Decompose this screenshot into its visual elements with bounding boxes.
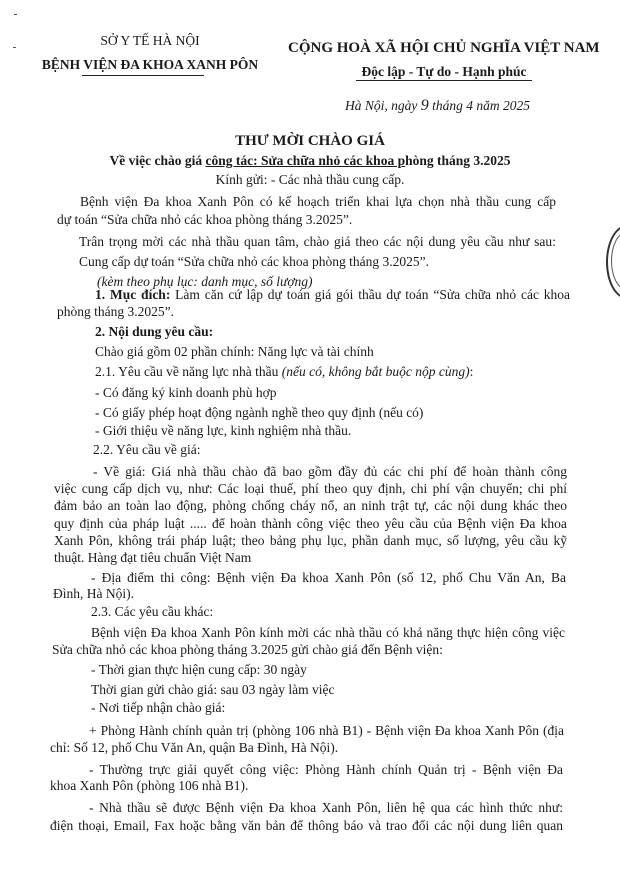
- org-name: BỆNH VIỆN ĐA KHOA XANH PÔN: [41, 57, 259, 72]
- org-underline: [82, 75, 204, 76]
- motto-underline: [356, 80, 532, 81]
- motto: Độc lập - Tự do - Hạnh phúc: [361, 64, 527, 79]
- subject-line: Về việc chào giá công tác: Sửa chữa nhỏ các khoa phòng tháng 3.2025: [109, 153, 511, 168]
- list-item: - Giới thiệu về năng lực, kinh nghiệm nhà thầu.: [95, 423, 352, 438]
- recipient: Kính gửi: - Các nhà thầu cung cấp.: [215, 172, 405, 187]
- date-line: Hà Nội, ngày 9 tháng 4 năm 2025: [345, 97, 530, 114]
- price-line: đảm bảo an toàn lao động, phòng chống cháy nổ, an ninh trật tự, các nội dung khác theo: [54, 498, 568, 513]
- scan-speck: [14, 14, 17, 15]
- list-item: - Có đăng ký kinh doanh phù hợp: [95, 385, 277, 400]
- other-line: Bệnh viện Đa khoa Xanh Pôn kính mời các nhà thầu có khả năng thực hiện công việc: [91, 625, 565, 640]
- other-line: điện thoại, Email, Fax hoặc bằng văn bản để thông báo và trao đổi các nội dung liên quan: [50, 818, 563, 833]
- location-line: - Địa điểm thi công: Bệnh viện Đa khoa Xanh Pôn (số 12, phố Chu Văn An, Ba: [91, 570, 566, 585]
- other-line: - Thường trực giải quyết công việc: Phòng Hành chính Quản trị - Bệnh viện Đa: [89, 762, 564, 777]
- intro-line: Cung cấp dự toán “Sửa chữa nhỏ các khoa phòng tháng 3.2025”.: [79, 254, 429, 269]
- subsection-2-1: 2.1. Yêu cầu về năng lực nhà thầu (nếu có, không bắt buộc nộp cùng):: [95, 364, 474, 379]
- price-line: việc cung cấp dịch vụ, như: Các loại thuế, phí theo quy định, chi phí vận chuyển; chi phí: [54, 481, 567, 496]
- location-line: Đình, Hà Nội).: [53, 586, 134, 601]
- document-title: THƯ MỜI CHÀO GIÁ: [235, 133, 385, 149]
- subsection-2-3: 2.3. Các yêu cầu khác:: [91, 604, 214, 619]
- purpose-line: 1. Mục đích: Làm căn cứ lập dự toán giá gói thầu dự toán “Sửa chữa nhỏ các khoa: [95, 287, 571, 302]
- intro-line: Trân trọng mời các nhà thầu quan tâm, chào giá theo các nội dung yêu cầu như sau:: [79, 234, 556, 249]
- intro-line: dự toán “Sửa chữa nhỏ các khoa phòng tháng 3.2025”.: [57, 212, 353, 227]
- scan-speck: [13, 47, 16, 48]
- price-line: thuật. Hàng đạt tiêu chuẩn Việt Nam: [54, 550, 252, 565]
- other-line: khoa Xanh Pôn (phòng 106 nhà B1).: [50, 778, 249, 793]
- other-line: Sửa chữa nhỏ các khoa phòng tháng 3.2025 gửi chào giá đến Bệnh viện:: [52, 642, 443, 657]
- list-item: - Có giấy phép hoạt động ngành nghề theo quy định (nếu có): [95, 405, 424, 420]
- other-line: - Nơi tiếp nhận chào giá:: [91, 700, 226, 715]
- org-parent: SỞ Y TẾ HÀ NỘI: [100, 33, 200, 48]
- other-line: Thời gian gửi chào giá: sau 03 ngày làm việc: [91, 682, 335, 697]
- handwritten-day: 9: [420, 97, 429, 114]
- nation-title: CỘNG HOÀ XÃ HỘI CHỦ NGHĨA VIỆT NAM: [288, 40, 600, 56]
- price-line: - Về giá: Giá nhà thầu chào đã bao gồm đầy đủ các chi phí để hoàn thành công: [93, 464, 568, 479]
- other-line: chỉ: Số 12, phố Chu Văn An, quận Ba Đình, Hà Nội).: [50, 740, 339, 755]
- purpose-line: phòng tháng 3.2025”.: [57, 304, 174, 319]
- other-line: - Nhà thầu sẽ được Bệnh viện Đa khoa Xanh Pôn, liên hệ qua các hình thức như:: [89, 800, 563, 815]
- section-heading: 2. Nội dung yêu cầu:: [95, 324, 214, 339]
- intro-line: Bệnh viện Đa khoa Xanh Pôn có kế hoạch triển khai lựa chọn nhà thầu cung cấp: [80, 194, 556, 209]
- appendix-note: (kèm theo phụ lục: danh mục, số lượng): [97, 274, 313, 289]
- other-line: - Thời gian thực hiện cung cấp: 30 ngày: [91, 662, 307, 677]
- body-line: Chào giá gồm 02 phần chính: Năng lực và tài chính: [95, 344, 374, 359]
- subsection-2-2: 2.2. Yêu cầu về giá:: [93, 442, 201, 457]
- price-line: quy định của pháp luật ..... để hoàn thành công việc theo yêu cầu của Bệnh viện Đa khoa: [54, 516, 567, 531]
- price-line: Xanh Pôn, không trái pháp luật; theo bảng phụ lục, phần danh mục, số lượng, yêu cầu kỹ: [54, 533, 567, 548]
- other-line: + Phòng Hành chính quản trị (phòng 106 nhà B1) - Bệnh viện Đa khoa Xanh Pôn (địa: [89, 723, 565, 738]
